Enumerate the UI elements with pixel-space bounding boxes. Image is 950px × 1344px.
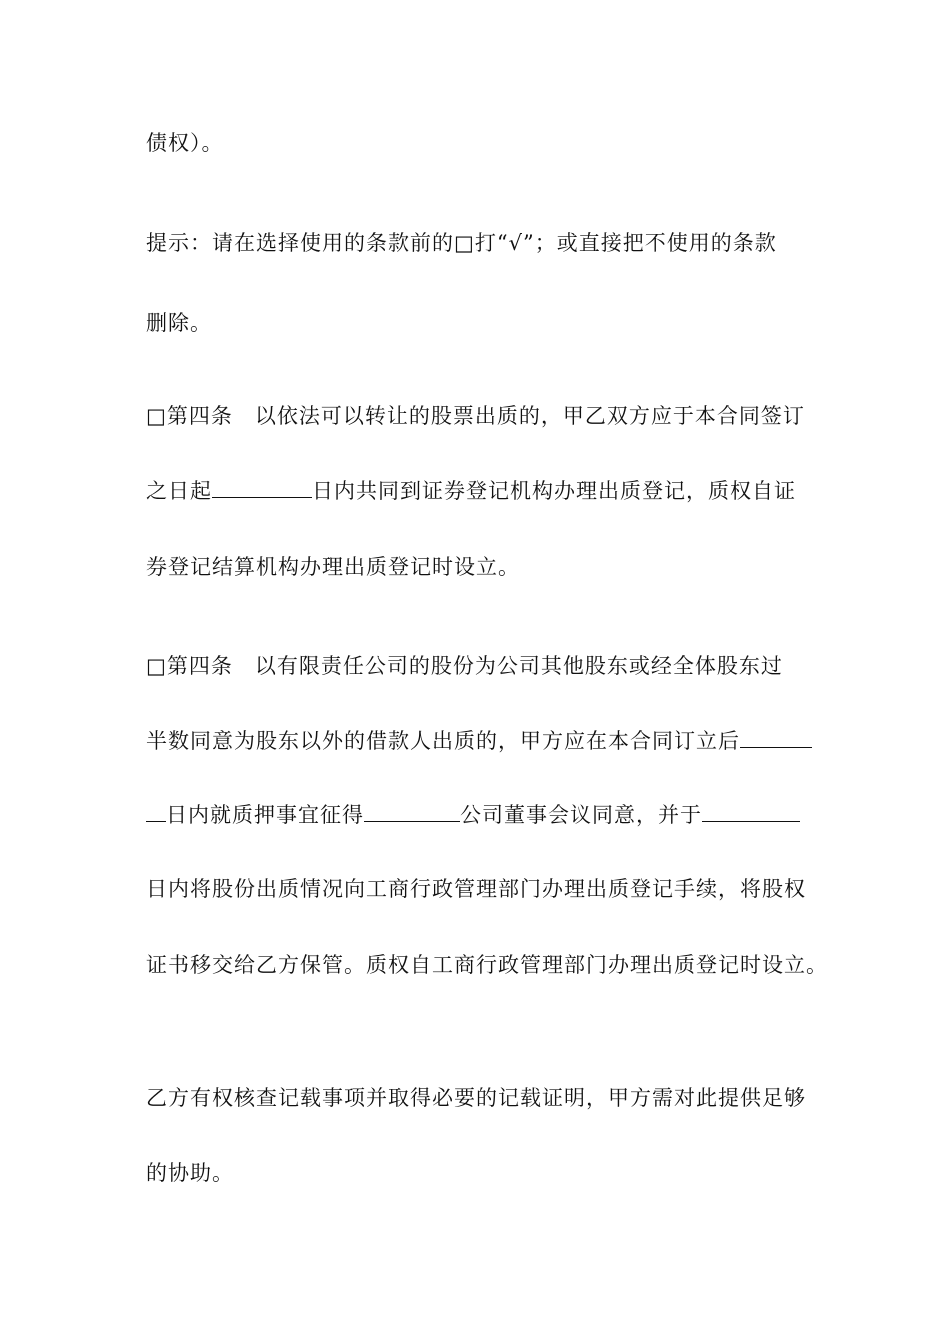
clause-text: 公司董事会议同意，并于 [460, 803, 702, 827]
tip-line [146, 229, 777, 257]
clause-line [146, 951, 828, 979]
clause-line [146, 727, 812, 755]
fill-blank [740, 727, 812, 748]
text: 乙方有权核查记载事项并取得必要的记载证明，甲方需对此提供足够 [146, 1086, 806, 1110]
fill-blank [702, 801, 800, 822]
clause-line [146, 402, 805, 430]
clause-text: 券登记结算机构办理出质登记时设立。 [146, 555, 520, 579]
clause-line [146, 477, 796, 505]
text: 的协助。 [146, 1161, 234, 1185]
tip-text: 删除。 [146, 311, 212, 335]
clause-text: 日内将股份出质情况向工商行政管理部门办理出质登记手续，将股权 [146, 877, 806, 901]
clause-text: □第四条 以有限责任公司的股份为公司其他股东或经全体股东过 [146, 654, 783, 678]
clause-line [146, 875, 806, 903]
text: 债权）。 [146, 131, 224, 155]
clause-line [146, 553, 520, 581]
fill-blank [146, 801, 166, 822]
clause-line [146, 652, 783, 680]
clause-text: 之日起 [146, 479, 212, 503]
tip-line [146, 309, 212, 337]
clause-text: 半数同意为股东以外的借款人出质的，甲方应在本合同订立后 [146, 729, 740, 753]
clause-text: 证书移交给乙方保管。质权自工商行政管理部门办理出质登记时设立。 [146, 953, 828, 977]
clause-text: 日内共同到证券登记机构办理出质登记，质权自证 [312, 479, 796, 503]
clause-line [146, 801, 800, 829]
clause-text: □第四条 以依法可以转让的股票出质的，甲乙双方应于本合同签订 [146, 404, 805, 428]
tip-text: 提示：请在选择使用的条款前的□打“√”；或直接把不使用的条款 [146, 231, 777, 255]
clause-text: 日内就质押事宜征得 [166, 803, 364, 827]
fill-blank [212, 477, 312, 498]
fill-blank [364, 801, 460, 822]
paragraph-line [146, 1159, 234, 1187]
paragraph-line [146, 1084, 806, 1112]
paragraph-line [146, 129, 224, 157]
